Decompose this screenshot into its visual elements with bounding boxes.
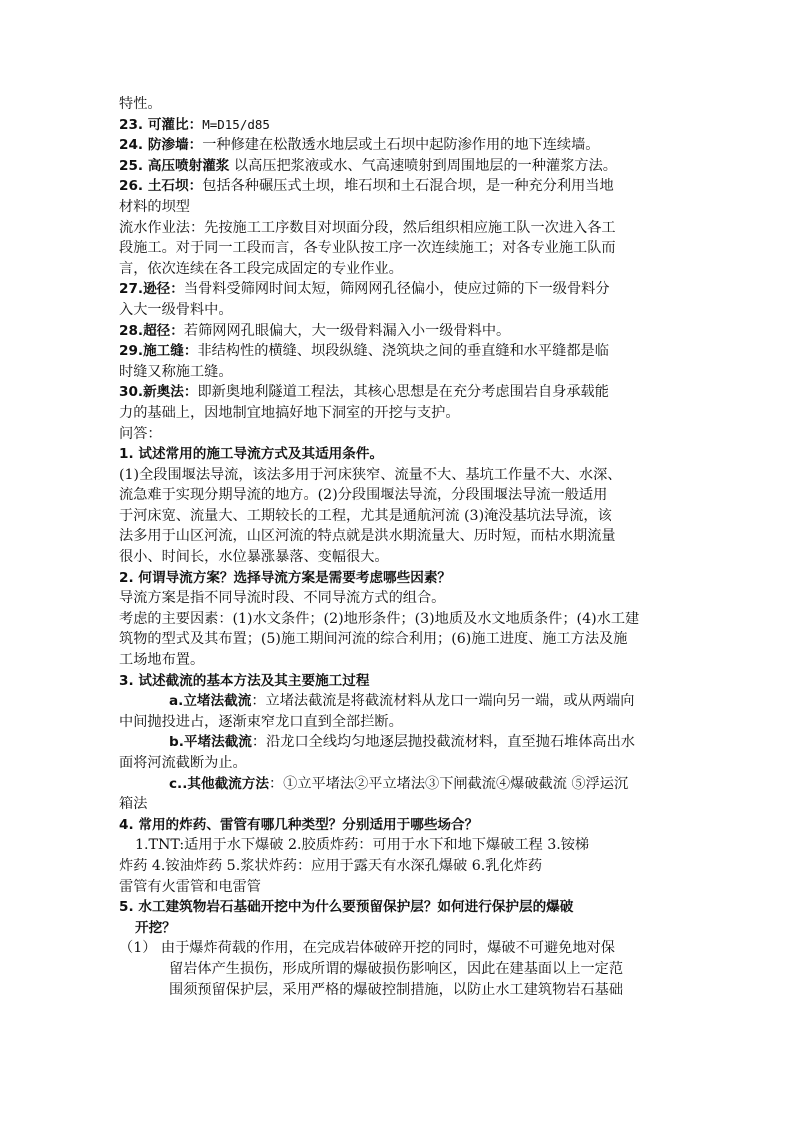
term-title: 平堵法截流 [183,734,252,751]
text-line [119,856,681,877]
term-title: a.立堵法截流 [169,693,252,710]
term-title: 逊径： [143,281,184,298]
text-line [119,650,681,671]
term-title: 新奥法： [143,384,198,401]
text-line [119,712,681,733]
line-text: 炸药 4.铵油炸药 5.浆状炸药：应用于露天有水深孔爆破 6.乳化炸药 [119,857,543,874]
term-body: ：沿龙口全线均匀地逐层抛投截流材料，直至抛石堆体高出水 [251,734,635,751]
line-text: 时缝又称施工缝。 [119,363,233,380]
term-definition-line [119,732,681,753]
term-body: M=D15/d85 [202,116,270,132]
heading-text: 3. 试述截流的基本方法及其主要施工过程 [119,672,370,689]
text-line [119,485,681,506]
term-definition-line [119,279,681,300]
term-body: 非结构性的横缝、坝段纵缝、浇筑块之间的垂直缝和水平缝都是临 [197,343,609,360]
question-heading [119,444,681,465]
line-text: 入大一级骨料中。 [119,301,233,318]
question-heading [119,671,681,692]
term-definition-line [119,321,681,342]
term-number: 28. [119,322,144,339]
term-definition-line [119,691,681,712]
term-number: 26. [119,178,148,195]
heading-text: 5. 水工建筑物岩石基础开挖中为什么要预留保护层？如何进行保护层的爆破 [119,899,574,916]
document-page [119,94,681,1000]
line-text: 留岩体产生损伤，形成所谓的爆破损伤影响区，因此在建基面以上一定范 [169,960,624,977]
text-line [119,547,681,568]
term-title: 施工缝： [143,343,198,360]
term-number: c.. [169,775,188,792]
heading-text: 1. 试述常用的施工导流方式及其适用条件。 [119,446,384,463]
line-text: 雷管有火雷管和电雷管 [119,878,261,895]
term-definition-line [119,115,681,136]
term-body: 以高压把浆液或水、气高速喷射到周围地层的一种灌浆方法。 [229,157,617,174]
term-body: 若筛网网孔眼偏大，大一级骨料漏入小一级骨料中。 [183,322,511,339]
text-line [119,465,681,486]
line-text: 导流方案是指不同导流时段、不同导流方式的组合。 [119,590,446,607]
term-definition-line [119,774,681,795]
term-number: 27. [119,281,144,298]
term-number: 25. [119,157,148,174]
text-line [119,197,681,218]
line-text: 法多用于山区河流，山区河流的特点就是洪水期流量大、历时短，而枯水期流量 [119,528,616,545]
text-line [119,588,681,609]
text-line [119,424,681,445]
line-text: 力的基础上，因地制宜地搞好地下洞室的开挖与支护。 [119,404,460,421]
term-body: ：①立平堵法②平立堵法③下闸截流④爆破截流 ⑤浮运沉 [268,775,629,792]
line-text: 段施工。对于同一工段而言，各专业队按工序一次连续施工；对各专业施工队而 [119,240,616,257]
line-text: 流水作业法：先按施工工序数目对坝面分段，然后组织相应施工队一次进入各工 [119,219,616,236]
line-text: 很小、时间长，水位暴涨暴落、变幅很大。 [119,549,389,566]
document-body [119,94,681,1000]
term-body: 即新奥地利隧道工程法，其核心思想是在充分考虑围岩自身承载能 [197,384,609,401]
term-title: 可灌比： [147,116,203,133]
term-body: 当骨料受筛网时间太短，筛网网孔径偏小，使应过筛的下一级骨料分 [183,281,610,298]
line-text: 考虑的主要因素：(1)水文条件；(2)地形条件；(3)地质及水文地质条件；(4)水工建 [119,610,640,627]
line-text: 特性。 [119,96,162,112]
text-line [119,526,681,547]
term-title: 防渗墙： [147,137,203,154]
text-line [119,959,681,980]
question-heading [119,815,681,836]
term-definition-line [119,176,681,197]
heading-text: 开挖？ [135,919,176,936]
text-line [119,94,681,115]
text-line [119,259,681,280]
text-line [119,300,681,321]
line-text: 1.TNT:适用于水下爆破 2.胶质炸药：可用于水下和地下爆破工程 3.铵梯 [135,837,590,854]
text-line [119,753,681,774]
line-text: (1)全段围堰法导流，该法多用于河床狭窄、流量不大、基坑工作量不大、水深、 [119,466,622,483]
question-heading [119,568,681,589]
text-line [119,794,681,815]
text-line [119,506,681,527]
question-heading [119,897,681,918]
term-number: 29. [119,343,144,360]
term-definition-line [119,341,681,362]
question-heading [119,918,681,939]
term-number: 23. [119,116,148,133]
text-line [119,218,681,239]
line-text: 材料的坝型 [119,198,190,215]
text-line [119,980,681,1001]
text-line [119,403,681,424]
term-body: 包括各种碾压式土坝，堆石坝和土石混合坝，是一种充分利用当地 [202,178,614,195]
line-text: 面将河流截断为止。 [119,755,247,771]
text-line [119,835,681,856]
term-title: 土石坝： [147,178,203,195]
text-line [119,938,681,959]
line-text: 工场地布置。 [119,652,205,669]
term-title: 高压喷射灌浆 [147,157,230,174]
line-text: （1） 由于爆炸荷载的作用，在完成岩体破碎开挖的同时，爆破不可避免地对保 [119,940,615,957]
heading-text: 4. 常用的炸药、雷管有哪几种类型？分别适用于哪些场合？ [119,816,479,833]
heading-text: 2. 何谓导流方案？选择导流方案是需要考虑哪些因素？ [119,569,452,586]
text-line [119,238,681,259]
text-line [119,609,681,630]
line-text: 流急难于实现分期导流的地方。(2)分段围堰法导流，分段围堰法导流一般适用 [119,487,608,504]
line-text: 于河床宽、流量大、工期较长的工程，尤其是通航河流 (3)淹没基坑法导流，该 [119,507,612,524]
line-text: 中间抛投进占，逐渐束窄龙口直到全部拦断。 [119,713,403,730]
term-definition-line [119,382,681,403]
term-number: b. [169,734,184,751]
line-text: 箱法 [119,796,148,813]
term-title: 其他截流方法 [187,775,269,792]
text-line [119,629,681,650]
line-text: 围须预留保护层，采用严格的爆破控制措施，以防止水工建筑物岩石基础 [169,981,624,998]
line-text: 言，依次连续在各工段完成固定的专业作业。 [119,260,403,277]
text-line [119,362,681,383]
line-text: 问答： [119,425,162,442]
line-text: 筑物的型式及其布置；(5)施工期间河流的综合利用；(6)施工进度、施工方法及施 [119,631,628,648]
term-number: 24. [119,137,148,154]
term-number: 30. [119,384,144,401]
term-definition-line [119,135,681,156]
text-line [119,877,681,898]
term-body: ：立堵法截流是将截流材料从龙口一端向另一端，或从两端向 [251,693,635,710]
term-title: 超径： [143,322,184,339]
term-body: 一种修建在松散透水地层或土石坝中起防渗作用的地下连续墙。 [202,137,600,154]
term-definition-line [119,156,681,177]
